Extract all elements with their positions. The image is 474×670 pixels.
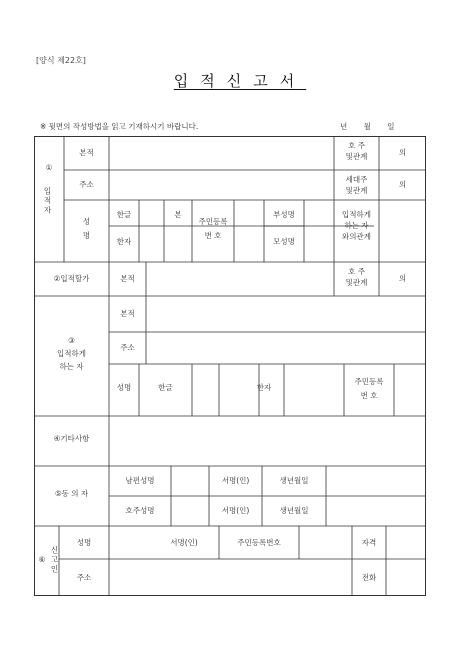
s6-label: 신고인 (50, 545, 59, 575)
s3-hangeul-label: 한글 (158, 383, 173, 392)
s5-hoju-label: 호주성명 (125, 506, 155, 515)
s1-sedaeju-relation-label: 세대주 및관계 (345, 175, 368, 195)
s4-label: ④기타사항 (53, 434, 90, 443)
s1-bon-label: 본 (174, 210, 182, 219)
s1-busungmyeong-label: 부성명 (273, 210, 295, 219)
s3-juso-label: 주소 (120, 343, 135, 352)
s1-juso-label: 주소 (79, 180, 94, 189)
s1-ipjeok-relation-label: 입적하게 하는 자 와의관계 (342, 210, 371, 241)
s5-birth2-label: 생년월일 (279, 506, 309, 515)
s1-hanja-label: 한자 (116, 237, 132, 246)
form-title: 입적신고서 (173, 72, 307, 90)
s1-mosungmyeong-label: 모성명 (273, 237, 295, 246)
s5-sign1-label: 서명(인) (221, 476, 250, 485)
s2-hoju-relation-label: 호 주 및관계 (345, 267, 368, 287)
s3-hanja-label: 한자 (256, 383, 272, 392)
s5-label: ⑤동 의 자 (54, 489, 89, 498)
s1-jumin-label: 주민등록 번 호 (198, 217, 228, 240)
s1-hoju-relation-label: 호 주 및관계 (345, 141, 368, 161)
form-number: [양식 제22호] (36, 56, 86, 65)
s1-seongmyeong-label: 성 명 (82, 217, 91, 240)
s1-ui-label: 의 (398, 148, 407, 157)
s6-jagyeok-label: 자격 (361, 538, 377, 547)
instruction-notice: ※ 뒷면의 작성방법을 읽고 기재하시기 바랍니다. (40, 122, 199, 131)
s5-sign2-label: 서명(인) (221, 506, 250, 515)
s5-birth1-label: 생년월일 (279, 476, 309, 485)
s1-num: ① (45, 163, 53, 172)
s6-num: ⑥ (38, 555, 46, 564)
s6-jumin-label: 주민등록번호 (237, 538, 281, 547)
s1-hangeul-label: 한글 (116, 210, 132, 219)
s2-ui-label: 의 (398, 274, 407, 283)
s6-phone-label: 전화 (361, 573, 377, 582)
s6-seongmyeong-label: 성명 (76, 538, 92, 547)
s1-label: 입적자 (43, 186, 52, 216)
s3-seongmyeong-label: 성명 (116, 383, 132, 392)
s3-label: ③ 입적하게 하는 자 (57, 336, 86, 371)
s2-bonjeok-label: 본적 (120, 274, 135, 283)
s2-label: ②입적할가 (53, 274, 90, 283)
date-line: 년 월 일 (340, 122, 395, 131)
s3-bonjeok-label: 본적 (120, 309, 135, 318)
s5-husband-label: 남편성명 (125, 476, 155, 485)
s6-juso-label: 주소 (76, 573, 92, 582)
s3-jumin-label: 주민등록 번 호 (354, 377, 384, 400)
s1-ui2-label: 의 (398, 180, 407, 189)
s1-bonjeok-label: 본적 (79, 148, 94, 157)
s6-sign-label: 서명(인) (170, 538, 198, 547)
